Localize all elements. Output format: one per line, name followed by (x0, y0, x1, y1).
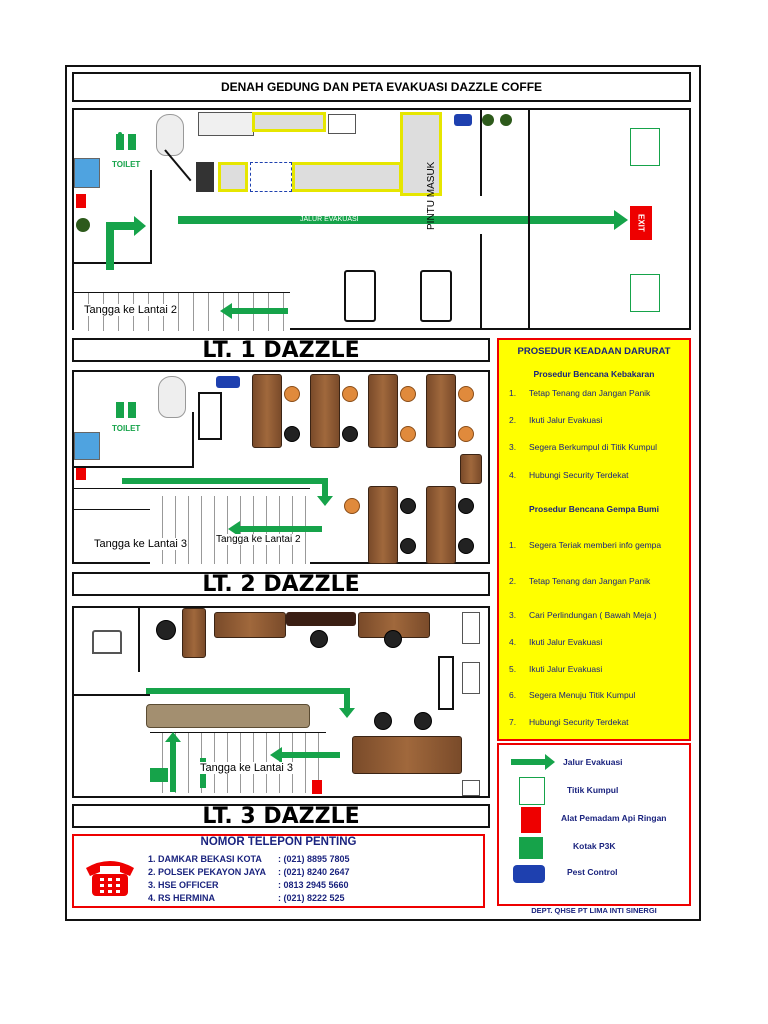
first-aid-icon (519, 837, 543, 859)
legend-label: Pest Control (567, 867, 618, 877)
fire-procedure-title: Prosedur Bencana Kebakaran (533, 369, 655, 379)
procedure-step: 2. Ikuti Jalur Evakuasi (509, 415, 603, 425)
sofa (146, 704, 310, 728)
evacuation-route-arrow (178, 216, 618, 224)
cafe-table (368, 486, 398, 564)
cafe-table (286, 612, 356, 626)
machine (196, 162, 214, 192)
bar-counter (292, 162, 402, 192)
page-title: DENAH GEDUNG DAN PETA EVAKUASI DAZZLE COFFE (72, 72, 691, 102)
toilet-label: TOILET (112, 424, 141, 433)
legend-label: Titik Kumpul (567, 785, 619, 795)
evacuation-route-arrow (146, 688, 350, 694)
phone-title: NOMOR TELEPON PENTING (200, 836, 357, 848)
chair (458, 538, 474, 554)
sink-counter (198, 112, 254, 136)
bar-counter (218, 162, 248, 192)
chair (284, 426, 300, 442)
procedure-step: 6. Segera Menuju Titik Kumpul (509, 690, 636, 700)
cafe-table (426, 486, 456, 564)
entrance-wall (480, 234, 482, 330)
legend-label: Alat Pemadam Api Ringan (561, 813, 667, 823)
office-chair (156, 620, 176, 640)
wall-partition (192, 412, 194, 468)
evacuation-route-arrowhead (165, 732, 181, 742)
phone-row-number: : (021) 8240 2647 (278, 867, 350, 877)
quake-procedure-title: Prosedur Bencana Gempa Bumi (529, 504, 659, 514)
evacuation-route-arrowhead (134, 216, 146, 236)
phone-row-number: : (021) 8222 525 (278, 893, 345, 903)
cafe-table (344, 270, 376, 322)
cafe-table (352, 736, 462, 774)
cafe-table (182, 608, 206, 658)
procedure-step: 1. Tetap Tenang dan Jangan Panik (509, 388, 651, 398)
chair (400, 538, 416, 554)
stairs-label: Tangga ke Lantai 3 (200, 762, 293, 774)
pest-control-icon (216, 376, 240, 388)
chair (400, 498, 416, 514)
plant-icon (76, 218, 90, 232)
fire-extinguisher-icon (521, 807, 541, 833)
cafe-table (252, 374, 282, 448)
floor2-plan (72, 370, 490, 564)
evacuation-route-arrowhead (339, 708, 355, 718)
telephone-icon (82, 854, 138, 898)
evacuation-route-arrow (122, 478, 328, 484)
floor1-label: LT. 1 DAZZLE (72, 338, 490, 362)
chair (342, 386, 358, 402)
pest-control-icon (513, 865, 545, 883)
dept-footer: DEPT. QHSE PT LIMA INTI SINERGI (531, 906, 657, 915)
evacuation-route-arrow (240, 526, 322, 532)
procedure-step: 7. Hubungi Security Terdekat (509, 717, 629, 727)
cafe-table (368, 374, 398, 448)
cabinet (198, 392, 222, 440)
floor3-plan (72, 606, 490, 798)
evacuation-route-label: JALUR EVAKUASI (300, 216, 359, 223)
fire-extinguisher-icon (312, 780, 322, 794)
phone-row-name: 1. DAMKAR BEKASI KOTA (148, 854, 262, 864)
toilet-bowl-icon (156, 114, 184, 156)
chair (342, 426, 358, 442)
sink-icon (74, 432, 100, 460)
chair (458, 498, 474, 514)
floor2-label: LT. 2 DAZZLE (72, 572, 490, 596)
sink-icon (74, 158, 100, 188)
bar-counter (252, 112, 326, 132)
green-arrow-icon (511, 759, 547, 765)
first-aid-icon (150, 768, 168, 782)
chair (284, 386, 300, 402)
toilet-bowl-icon (158, 376, 186, 418)
office-chair (374, 712, 392, 730)
evacuation-route-arrow (170, 742, 176, 792)
toilet-label: TOILET (112, 160, 141, 169)
procedure-step: 4. Hubungi Security Terdekat (509, 470, 629, 480)
procedure-step: 5. Ikuti Jalur Evakuasi (509, 664, 603, 674)
phone-row-number: : (021) 8895 7805 (278, 854, 350, 864)
outer-wall (528, 110, 530, 330)
stairs-label: Tangga ke Lantai 2 (216, 534, 301, 545)
cashier-desk (328, 114, 356, 134)
plant-icon (500, 114, 512, 126)
evacuation-route-arrow (232, 308, 288, 314)
phone-row-name: 3. HSE OFFICER (148, 880, 219, 890)
procedures-title: PROSEDUR KEADAAN DARURAT (517, 346, 671, 357)
cafe-table (214, 612, 286, 638)
exit-sign-icon: EXIT (630, 206, 652, 240)
fire-extinguisher-icon (76, 194, 86, 208)
office-chair (384, 630, 402, 648)
cafe-table (420, 270, 452, 322)
urinal-icon (462, 662, 480, 694)
procedure-step: 1. Segera Teriak memberi info gempa (509, 540, 662, 550)
evacuation-route-arrowhead (270, 747, 282, 763)
evacuation-route-arrow (280, 752, 340, 758)
urinal-icon (462, 612, 480, 644)
evacuation-route-arrowhead (317, 496, 333, 506)
chair (400, 386, 416, 402)
stairs-label: Tangga ke Lantai 3 (94, 538, 187, 550)
procedure-step: 3. Cari Perlindungan ( Bawah Meja ) (509, 610, 657, 620)
legend-label: Jalur Evakuasi (563, 757, 623, 767)
chair (458, 386, 474, 402)
emergency-procedures (497, 338, 691, 741)
floor3-label: LT. 3 DAZZLE (72, 804, 490, 828)
pest-control-icon (454, 114, 472, 126)
office-chair (414, 712, 432, 730)
counter-dashed (250, 162, 292, 192)
wall-partition (150, 170, 152, 264)
procedure-step: 2. Tetap Tenang dan Jangan Panik (509, 576, 651, 586)
evacuation-route-arrow (106, 222, 136, 230)
cabinet (438, 656, 454, 710)
wall-partition (74, 694, 150, 696)
toilet-icon (114, 400, 144, 420)
wall-partition (138, 608, 140, 672)
cafe-table (426, 374, 456, 448)
assembly-point-icon (630, 274, 660, 312)
cafe-table (310, 374, 340, 448)
entrance-wall (480, 110, 482, 196)
chair (344, 498, 360, 514)
green-arrow-icon (545, 754, 555, 770)
cafe-table (460, 454, 482, 484)
assembly-point-icon (519, 777, 545, 805)
legend-label: Kotak P3K (573, 841, 616, 851)
stairs-label: Tangga ke Lantai 2 (84, 304, 177, 316)
toilet-icon (114, 132, 144, 160)
phone-row-name: 2. POLSEK PEKAYON JAYA (148, 867, 267, 877)
chair (458, 426, 474, 442)
entrance-label: PINTU MASUK (426, 161, 437, 230)
evacuation-route-arrowhead (614, 210, 628, 230)
chair (400, 426, 416, 442)
floor1-plan (72, 108, 691, 330)
shower-icon (462, 780, 480, 796)
storage-icon (92, 630, 122, 654)
emergency-phone-box (72, 834, 485, 908)
procedure-step: 3. Segera Berkumpul di Titik Kumpul (509, 442, 658, 452)
legend-box (497, 743, 691, 906)
procedure-step: 4. Ikuti Jalur Evakuasi (509, 637, 603, 647)
wall-partition (74, 466, 194, 468)
fire-extinguisher-icon (76, 466, 86, 480)
phone-row-name: 4. RS HERMINA (148, 893, 216, 903)
phone-row-number: : 0813 2945 5660 (278, 880, 349, 890)
plant-icon (482, 114, 494, 126)
evacuation-route-arrow (322, 478, 328, 498)
evacuation-route-arrow (344, 688, 350, 710)
assembly-point-icon (630, 128, 660, 166)
office-chair (310, 630, 328, 648)
evacuation-route-arrowhead (220, 303, 232, 319)
